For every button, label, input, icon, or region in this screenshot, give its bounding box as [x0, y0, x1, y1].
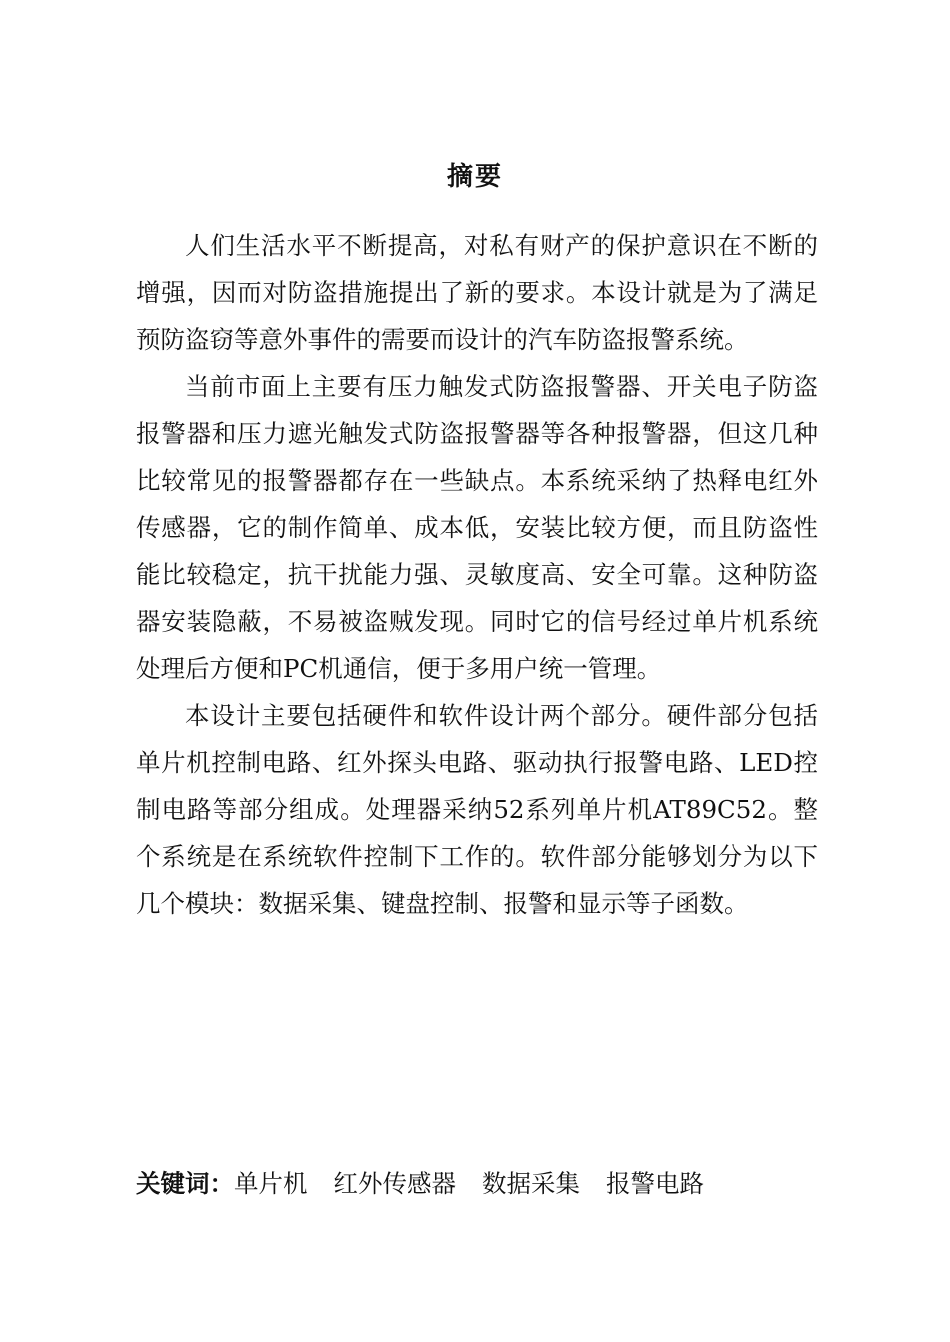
keywords-line — [136, 1162, 826, 1206]
keyword-term: 红外传感器 — [333, 1169, 456, 1198]
page-title: 摘要 — [446, 162, 503, 192]
abstract-paragraph-1: 人们生活水平不断提高，对私有财产的保护意识在不断的增强，因而对防盗措施提出了新的要求。本设计就是为了满足预防盗窃等意外事件的需要而设计的汽车防盗报警系统。 — [136, 231, 818, 354]
abstract-body — [136, 222, 818, 927]
keyword-term: 数据采集 — [482, 1169, 580, 1198]
abstract-paragraph-2: 当前市面上主要有压力触发式防盗报警器、开关电子防盗报警器和压力遮光触发式防盗报警器等各种报警器，但这几种比较常见的报警器都存在一些缺点。本系统采纳了热释电红外传感器，它的制作简单、成本低，安装比较方便，而且防盗性能比较稳定，抗干扰能力强、灵敏度高、安全可靠。这种防盗器安装隐蔽，不易被盗贼发现。同时它的信号经过单片机系统处理后方便和PC机通信，便于多用户统一管理。 — [136, 372, 818, 683]
keyword-term: 报警电路 — [606, 1169, 704, 1198]
abstract-paragraph-3: 本设计主要包括硬件和软件设计两个部分。硬件部分包括单片机控制电路、红外探头电路、驱动执行报警电路、LED控制电路等部分组成。处理器采纳52系列单片机AT89C52。整个系统是在系统软件控制下工作的。软件部分能够划分为以下几个模块：数据采集、键盘控制、报警和显示等子函数。 — [136, 701, 818, 918]
keywords-label: 关键词： — [136, 1169, 234, 1198]
keyword-term: 单片机 — [234, 1169, 308, 1198]
